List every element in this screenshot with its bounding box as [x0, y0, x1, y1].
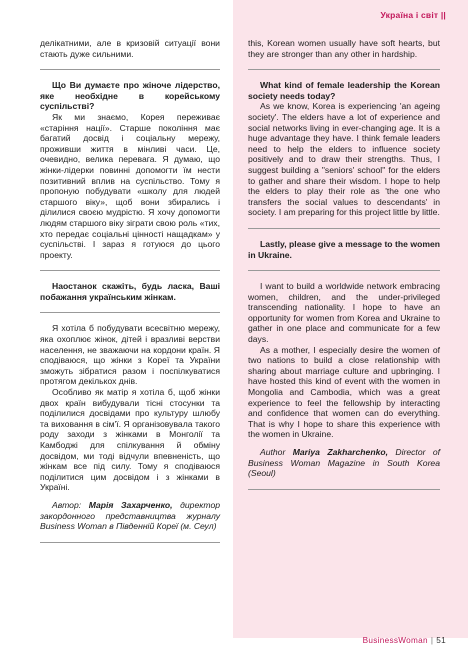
author-title-en: Director of Business Woman Magazine in South Korea (Seoul)	[248, 447, 441, 479]
question-leadership-en: What kind of female leadership the Korean society needs today?	[248, 80, 440, 101]
author-name-en: Mariya Zakharchenko,	[292, 447, 388, 457]
magazine-brand: BusinessWoman	[362, 636, 428, 645]
footer-separator: |	[430, 636, 434, 645]
divider	[248, 69, 440, 70]
answer-wishes-paragraph-1: Я хотіла б побудувати всесвітню мережу, яка охоплює жінок, дітей і вразливі верстви населення, не зважаючи на кордони країн. Я сподіваюся, що жінки з Кореї та України зможуть зібратися разом і поспілкуватися протягом декількох днів.	[40, 323, 220, 387]
author-credit-en	[248, 447, 440, 479]
divider	[40, 69, 220, 70]
intro-paragraph: делікатними, але в кризовій ситуації вони стають дуже сильними.	[40, 38, 220, 59]
divider	[40, 312, 220, 313]
divider	[248, 270, 440, 271]
section-title: Україна і світ ||	[380, 10, 446, 20]
author-title: директор закордонного представництва журналу Business Woman в Південній Кореї (м. Сеул)	[40, 499, 221, 532]
page-footer	[363, 636, 446, 645]
divider	[248, 489, 440, 490]
author-prefix: Автор:	[52, 499, 82, 510]
answer-leadership: Як ми знаємо, Корея переживає «старіння нації». Старше покоління має багатий досвід і соціальну мережу, проживши життя в мінливі часи. Це, очевидно, велика перевага. Я думаю, що жінки-лідерки повинні допомогти їм нести позитивний вплив на суспільство. Тому я пропоную побудувати «школу для людей старшого віку», щоб вони збирались і ділилися своєю мудрістю. Я хочу допомогти людям старшого віку зіграти свою роль «тих, хто передає соціальні цінності нащадкам» у суспільстві. І зараз я готуюся до цього проекту.	[40, 111, 220, 260]
question-wishes: Наостанок скажіть, будь ласка, Ваші побажання українським жінкам.	[40, 281, 220, 302]
author-credit	[40, 500, 220, 532]
answer-message-paragraph-1-en: I want to build a worldwide network embracing women, children, and the under-privileged transcending nationality. I hope to have an opportunity for women from Korea and Ukraine to gather in one place and communicate for a few days.	[248, 281, 440, 345]
answer-wishes-paragraph-2: Особливо як матір я хотіла б, щоб жінки двох країн вибудували тісні стосунки та поділилися досвідами про культуру шлюбу та виховання в сім'ї. Я організовувала такого роду заходи з жінками в Монголії та Камбоджі для спілкування й обміну досвідом, ми тоді відчули впевненість, що жінкам все під силу. Тому я сподіваюся поділитися цим досвідом і з жінками в Україні.	[40, 387, 220, 493]
author-prefix-en: Author	[260, 447, 286, 457]
divider	[248, 228, 440, 229]
intro-paragraph-en: this, Korean women usually have soft hearts, but they are stronger than any other in hardship.	[248, 38, 440, 59]
ukrainian-column	[40, 38, 220, 553]
divider	[40, 542, 220, 543]
page-number: 51	[436, 636, 446, 645]
question-message-en: Lastly, please give a message to the women in Ukraine.	[248, 238, 440, 260]
answer-message-paragraph-2-en: As a mother, I especially desire the women of two nations to build a close relationship with sharing about marriage culture and upbringing. I have hosted this kind of event with the women in Mongolia and Cambodia, which was a great experience to feel the fellowship by interacting and confidence that women can do everything. That is why I hope to share this experience with the women in Ukraine.	[248, 344, 440, 440]
author-name: Марія Захарченко,	[88, 499, 173, 510]
answer-leadership-en: As we know, Korea is experiencing 'an ageing society'. The elders have a lot of experience and social networks living in ever-changing age. It is a huge advantage they have. I think female leaders need to help the elders to influence society positively and to draw their strengths. Thus, I suggest building a "seniors' school" for the elders to gather and share their wisdom. I hope to help the elders to play their role as 'the one who transfers the social values to descendants' in society. I am preparing for this project little by little.	[248, 101, 440, 218]
divider	[40, 270, 220, 271]
english-column	[248, 38, 440, 500]
question-leadership: Що Ви думаєте про жіноче лідерство, яке необхідне в корейському суспільстві?	[40, 80, 220, 112]
